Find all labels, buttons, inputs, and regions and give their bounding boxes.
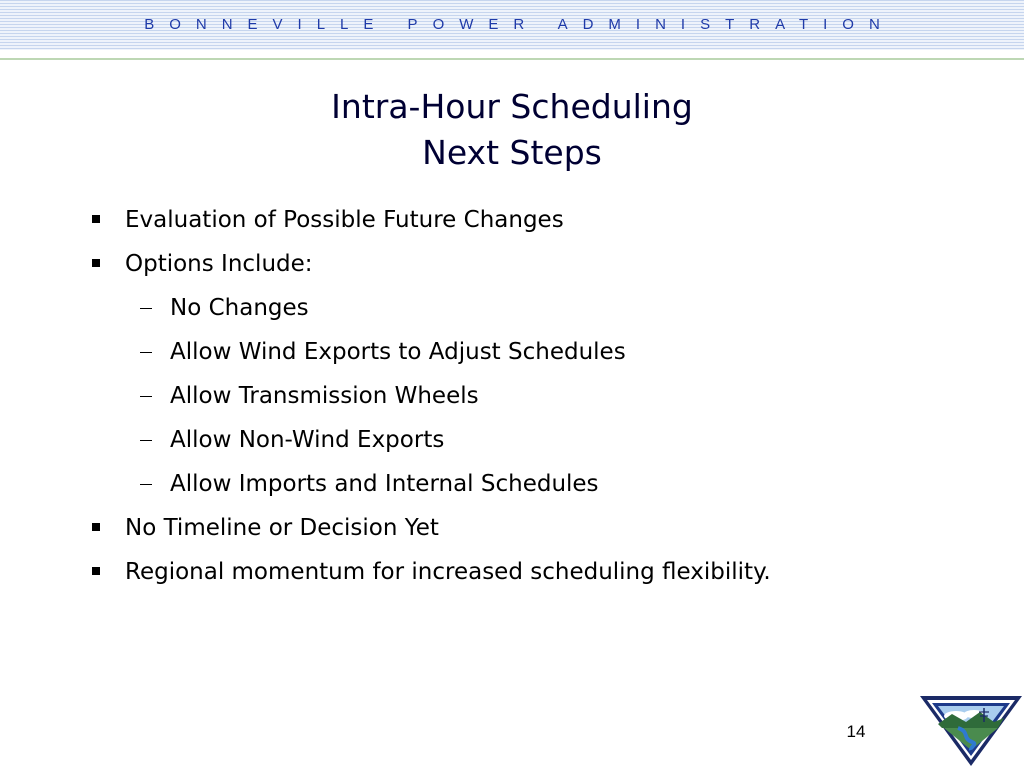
sub-bullet-item [90, 464, 950, 508]
bullet-text: Evaluation of Possible Future Changes [125, 207, 564, 233]
sub-bullet-text: Allow Non-Wind Exports [170, 427, 445, 453]
square-bullet-icon [92, 523, 100, 531]
bullet-text: Regional momentum for increased scheduling flexibility. [125, 559, 771, 585]
header-band [0, 0, 1024, 50]
page-number: 14 [846, 722, 866, 741]
bullet-text: No Timeline or Decision Yet [125, 515, 439, 541]
dash-bullet-icon [140, 440, 152, 441]
square-bullet-icon [92, 259, 100, 267]
bullet-text: Options Include: [125, 251, 313, 277]
title-line-2: Next Steps [422, 133, 602, 172]
bpa-logo-icon [918, 692, 1024, 768]
header-divider [0, 58, 1024, 60]
dash-bullet-icon [140, 396, 152, 397]
sub-bullet-item [90, 420, 950, 464]
bullet-item [90, 508, 950, 552]
sub-bullet-item [90, 332, 950, 376]
sub-bullet-item [90, 288, 950, 332]
bullet-item [90, 552, 950, 596]
bullet-item [90, 200, 950, 244]
organization-name: BONNEVILLE POWER ADMINISTRATION [144, 16, 895, 33]
square-bullet-icon [92, 215, 100, 223]
sub-bullet-text: Allow Wind Exports to Adjust Schedules [170, 339, 626, 365]
sub-bullet-text: Allow Transmission Wheels [170, 383, 479, 409]
slide-title [0, 84, 1024, 176]
dash-bullet-icon [140, 352, 152, 353]
bullet-item [90, 244, 950, 288]
sub-bullet-text: No Changes [170, 295, 309, 321]
bullet-list [90, 200, 950, 596]
sub-bullet-text: Allow Imports and Internal Schedules [170, 471, 599, 497]
sub-bullet-item [90, 376, 950, 420]
dash-bullet-icon [140, 308, 152, 309]
title-line-1: Intra-Hour Scheduling [331, 87, 693, 126]
square-bullet-icon [92, 567, 100, 575]
dash-bullet-icon [140, 484, 152, 485]
